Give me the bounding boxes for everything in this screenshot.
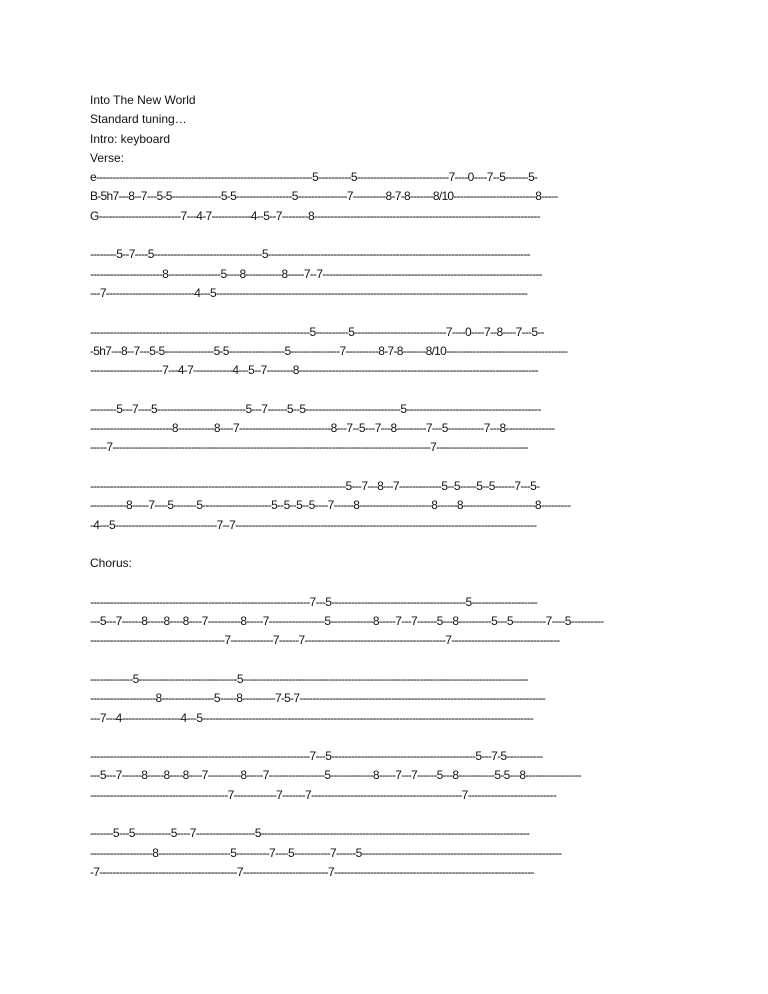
- verse-block-4: [90, 400, 680, 458]
- spacer: [90, 573, 680, 592]
- tab-line: -------------------------8-----------8----7----------------------------8---7--5---7---8---------7---5-----------7---8---------------: [90, 421, 555, 436]
- tab-line: ---5---7------8-----8----8----7----------8-----7-----------------5-------------8-----7---7------5---8-----------5-5---8-----------------: [90, 768, 582, 783]
- tab-line: e------------------------------------------------------------------5----------5----------------------------7----0----7--5-------5-: [90, 170, 538, 185]
- intro-text: Intro: keyboard: [90, 131, 171, 146]
- chorus-label: Chorus:: [90, 556, 133, 571]
- tab-line: -7------------------------------------------7--------------------------7-------------------------------------------------------------: [90, 864, 534, 879]
- spacer: [90, 805, 680, 824]
- tab-line: ---5---7------8-----8----8----7----------8-----7-----------------5-------------8-----7---7------5---8----------5---5----------7----5----------: [90, 614, 604, 629]
- chorus-block-1: [90, 593, 680, 651]
- tab-line: --------5--7----5---------------------------------5--------------------------------------------------------------------------------: [90, 247, 530, 262]
- song-title: Into The New World: [90, 93, 196, 107]
- chorus-block-4: [90, 824, 680, 882]
- chorus-block-2: [90, 670, 680, 728]
- tab-line: -----7-------------------------------------------------------------------------------------------------7----------------------------: [90, 440, 528, 455]
- tab-line: -----------8-----7----5-------5---------------------5--5--5--5----7------8----------------------8------8----------------------8---------: [90, 498, 571, 513]
- tab-line: --------5---7----5---------------------------5---7------5--5-----------------------------5-----------------------------------------: [90, 401, 541, 416]
- verse-block-5: [90, 477, 680, 535]
- tab-line: --------------------8----------------5-----8----------7-5-7---------------------------------------------------------------------------: [90, 691, 546, 706]
- tab-line: -------------------8----------------------5----------7----5-----------7------5-------------------------------------------------------------: [90, 845, 562, 860]
- spacer: [90, 458, 680, 477]
- tab-line: -------------------------------------------------------------------7---5-----------------------------------------5--------------------: [90, 594, 538, 609]
- tab-line: -4---5-------------------------------7--7--------------------------------------------------------------------------------------------: [90, 517, 537, 532]
- tab-line: -------------5------------------------------5---------------------------------------------------------------------------------------: [90, 671, 528, 686]
- spacer: [90, 535, 680, 554]
- tuning-text: Standard tuning…: [90, 112, 187, 127]
- chorus-block-3: [90, 747, 680, 805]
- tab-line: -------------------------------------------------------------------5----------5----------------------------7----0----7--8----7---5--: [90, 324, 544, 339]
- tab-line: ------------------------------------------------------------------------------5---7---8---7-------------5--5-----5--5------7---5-: [90, 478, 540, 493]
- tab-line: ---7---4------------------4---5-----------------------------------------------------------------------------------------------------: [90, 710, 534, 725]
- tab-line: ----------------------7---4-7------------4---5--7--------8-------------------------------------------------------------------------: [90, 363, 538, 378]
- tab-line: -----------------------------------------7-------------7------7-------------------------------------------7---------------------------------: [90, 633, 560, 648]
- spacer: [90, 380, 680, 399]
- spacer: [90, 728, 680, 747]
- verse-block-3: [90, 323, 680, 381]
- tab-line: G-------------------------7---4-7------------4--5--7--------8---------------------------------------------------------------------: [90, 208, 540, 223]
- tab-line: ---7---------------------------4---5-----------------------------------------------------------------------------------------------: [90, 285, 528, 300]
- verse-label: Verse:: [90, 150, 125, 165]
- spacer: [90, 303, 680, 322]
- tab-line: -------5---5-----------5----7------------------5----------------------------------------------------------------------------------: [90, 826, 530, 841]
- tab-line: -------------------------------------------------------------------7---5--------------------------------------------5---7-5-----------: [90, 749, 543, 764]
- spacer: [90, 226, 680, 245]
- tab-line: -5h7---8--7---5-5---------------5-5-----------------5---------------7----------8-7-8-------8/10-------------------------------------: [90, 343, 568, 358]
- tab-sheet: [90, 91, 680, 882]
- spacer: [90, 651, 680, 670]
- tab-line: ----------------------8----------------5----8-----------8-----7--7-------------------------------------------------------------------: [90, 266, 542, 281]
- tab-line: B-5h7---8--7---5-5---------------5-5-----------------5---------------7----------8-7-8-------8/10-------------------------8-----: [90, 189, 558, 204]
- verse-block-2: [90, 245, 680, 303]
- tab-line: ------------------------------------------7-------------7-------7----------------------------------------------7---------------------------: [90, 787, 557, 802]
- verse-block-1: [90, 168, 680, 226]
